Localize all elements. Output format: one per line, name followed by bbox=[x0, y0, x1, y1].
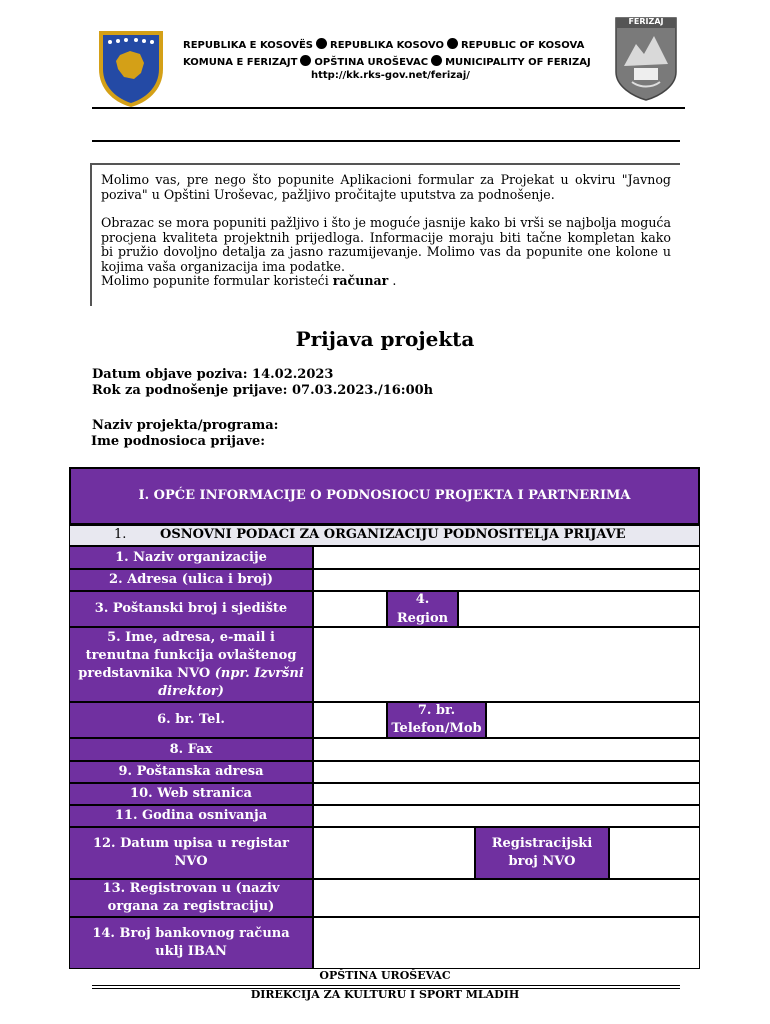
input-registration-date[interactable] bbox=[313, 827, 475, 879]
instructions-paragraph: Obrazac se mora popuniti pažljivo i što je moguće jasnije kako bi vrši se najbolja moguća procjena kvaliteta projektnih prijedloga. Informacije moraju biti tačne kompletan kako bi pružio dovoljno detalja za jasno razumijevanje. Molimo vas da popunite one kolone u kojima vaša organizacija ima podatke. bbox=[101, 215, 671, 274]
bullet-dot-icon bbox=[447, 38, 458, 49]
label-website bbox=[69, 783, 313, 805]
label-org-name bbox=[69, 546, 313, 569]
input-address[interactable] bbox=[313, 569, 700, 591]
label-mobile bbox=[387, 702, 486, 738]
label-region bbox=[387, 591, 458, 627]
subsection-header bbox=[69, 525, 700, 546]
input-region[interactable] bbox=[458, 591, 700, 627]
project-name-label: Naziv projekta/programa: bbox=[92, 418, 279, 433]
instructions-bold: računar bbox=[332, 273, 389, 288]
input-representative[interactable] bbox=[313, 627, 700, 702]
label-fax bbox=[69, 738, 313, 761]
bullet-dot-icon bbox=[431, 55, 442, 66]
instructions-text: . bbox=[388, 273, 397, 288]
input-registered-in[interactable] bbox=[313, 879, 700, 917]
label-representative bbox=[69, 627, 313, 702]
label-registration-date bbox=[69, 827, 313, 879]
label-registration-number bbox=[475, 827, 609, 879]
label-registered-in bbox=[69, 879, 313, 917]
instructions-paragraph bbox=[92, 274, 680, 289]
row-label: 13. Registrovan u (naziv organa za registraciju) bbox=[102, 881, 280, 914]
header-text: REPUBLIKA KOSOVO bbox=[330, 40, 444, 51]
input-postal-address[interactable] bbox=[313, 761, 700, 783]
page-title: Prijava projekta bbox=[295, 327, 475, 351]
bullet-dot-icon bbox=[316, 38, 327, 49]
input-website[interactable] bbox=[313, 783, 700, 805]
footer-line-2: DIREKCIJA ZA KULTURU I SPORT MLADIH bbox=[250, 988, 520, 1001]
row-label: 4. Region bbox=[396, 592, 449, 626]
row-label: 9. Poštanska adresa bbox=[118, 764, 264, 779]
emblem-label: FERIZAJ bbox=[628, 17, 664, 26]
row-label: 6. br. Tel. bbox=[157, 712, 225, 727]
instructions-paragraph: Molimo vas, pre nego što popunite Aplikacioni formular za Projekat u okviru "Javnog poziva" u Opštini Uroševac, pažljivo pročitajte uputstva za podnošenje. bbox=[101, 172, 671, 202]
row-label: 14. Broj bankovnog računa uklj IBAN bbox=[92, 926, 290, 959]
label-address bbox=[69, 569, 313, 591]
row-label: 12. Datum upisa u registar NVO bbox=[92, 836, 290, 869]
header-text: OPŠTINA UROŠEVAC bbox=[314, 57, 429, 68]
row-label bbox=[76, 629, 306, 701]
input-bank-account[interactable] bbox=[313, 917, 700, 969]
label-bank-account bbox=[69, 917, 313, 969]
header-line-2 bbox=[183, 55, 591, 68]
header-text: MUNICIPALITY OF FERIZAJ bbox=[445, 57, 591, 68]
input-phone[interactable] bbox=[313, 702, 387, 738]
row-label: 10. Web stranica bbox=[130, 786, 252, 801]
input-registration-number[interactable] bbox=[609, 827, 700, 879]
section-header bbox=[69, 467, 700, 525]
applicant-label: Ime podnosioca prijave: bbox=[91, 434, 266, 449]
deadline: Rok za podnošenje prijave: 07.03.2023./16:00h bbox=[92, 383, 434, 398]
subsection-title: OSNOVNI PODACI ZA ORGANIZACIJU PODNOSITELJA PRIJAVE bbox=[160, 527, 626, 542]
header-text: REPUBLIKA E KOSOVËS bbox=[183, 40, 313, 51]
input-org-name[interactable] bbox=[313, 546, 700, 569]
row-label: 2. Adresa (ulica i broj) bbox=[109, 572, 273, 587]
label-founded bbox=[69, 805, 313, 827]
header-text: REPUBLIC OF KOSOVA bbox=[460, 40, 585, 51]
footer-line-1: OPŠTINA UROŠEVAC bbox=[319, 969, 451, 982]
date-posted: Datum objave poziva: 14.02.2023 bbox=[92, 367, 334, 382]
input-founded[interactable] bbox=[313, 805, 700, 827]
footer-divider bbox=[92, 985, 680, 986]
header-line-1 bbox=[183, 38, 584, 51]
section-title: I. OPĆE INFORMACIJE O PODNOSIOCU PROJEKTA I PARTNERIMA bbox=[138, 488, 631, 503]
input-fax[interactable] bbox=[313, 738, 700, 761]
row-label: 11. Godina osnivanja bbox=[114, 808, 268, 823]
row-label: 7. br. Telefon/Mob bbox=[391, 703, 482, 736]
header-text: KOMUNA E FERIZAJT bbox=[183, 57, 298, 68]
row-label-text: 5. Ime, adresa, e-mail i trenutna funkcija ovlaštenog predstavnika NVO bbox=[78, 629, 297, 681]
instructions-text: Molimo popunite formular koristeći bbox=[101, 273, 333, 288]
subsection-number: 1. bbox=[114, 527, 127, 542]
row-label: Registracijski broj NVO bbox=[491, 836, 593, 869]
row-label: 3. Poštanski broj i sjedište bbox=[94, 601, 288, 616]
header-divider bbox=[92, 107, 685, 109]
row-label: 1. Naziv organizacije bbox=[115, 549, 267, 565]
row-label-italic: (npr. Izvršni direktor) bbox=[158, 665, 304, 699]
bullet-dot-icon bbox=[300, 55, 311, 66]
input-postal[interactable] bbox=[313, 591, 387, 627]
instructions-box bbox=[90, 163, 680, 306]
header-divider-2 bbox=[92, 140, 680, 142]
header-url[interactable]: http://kk.rks-gov.net/ferizaj/ bbox=[311, 70, 470, 81]
label-postal bbox=[69, 591, 313, 627]
label-postal-address bbox=[69, 761, 313, 783]
row-label: 8. Fax bbox=[169, 741, 213, 757]
label-phone bbox=[69, 702, 313, 738]
ferizaj-emblem bbox=[614, 16, 678, 102]
input-mobile[interactable] bbox=[486, 702, 700, 738]
kosovo-coat-of-arms bbox=[96, 27, 166, 109]
